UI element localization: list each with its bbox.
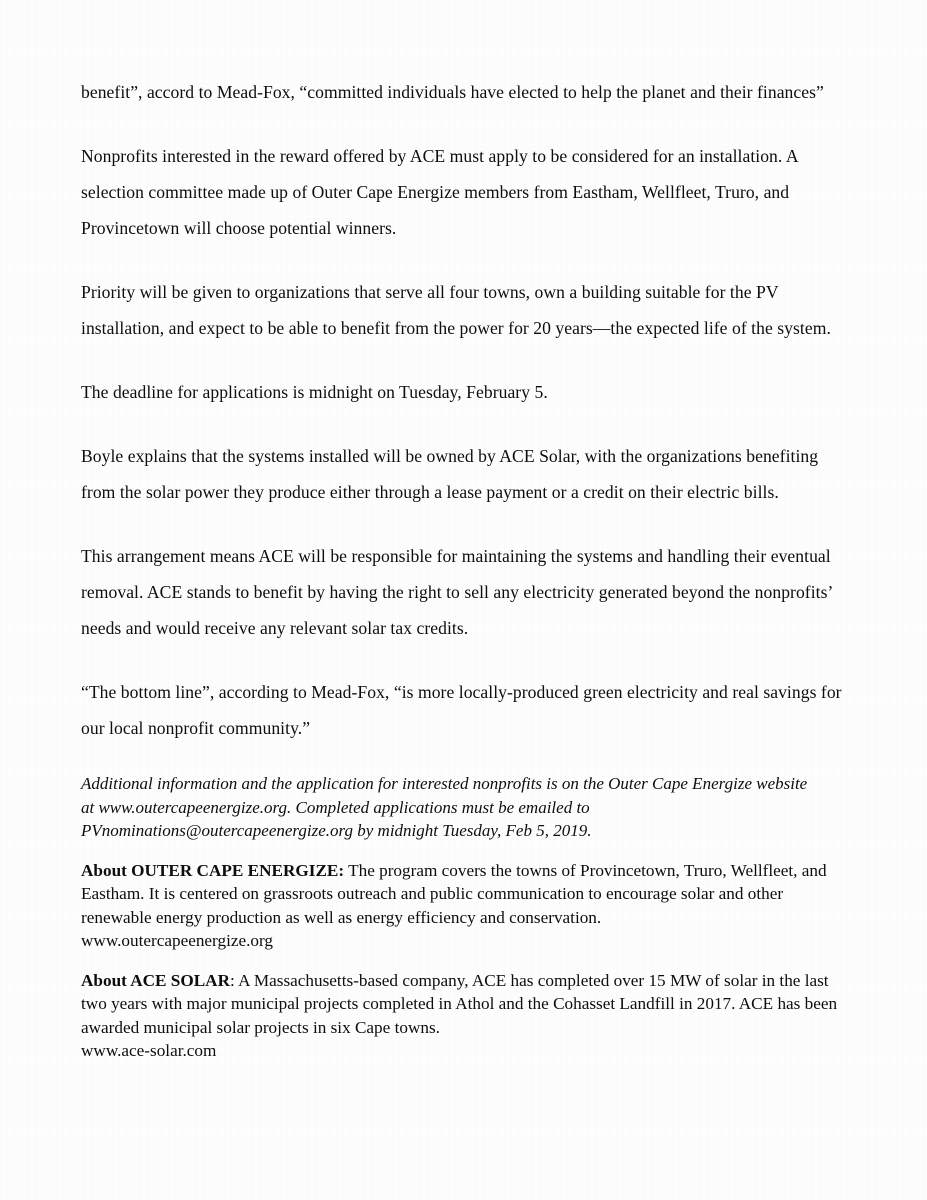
about-outer-cape-energize-lead: About OUTER CAPE ENERGIZE: — [81, 860, 345, 880]
outer-cape-energize-website-url: www.outercapeenergize.org — [81, 931, 273, 950]
paragraph-benefit-quote: benefit”, accord to Mead-Fox, “committed individuals have elected to help the planet and their finances” — [81, 82, 824, 102]
paragraph-deadline: The deadline for applications is midnight on Tuesday, February 5. — [81, 382, 548, 402]
paragraph-priority: Priority will be given to organizations that serve all four towns, own a building suitable for the PV installation, and expect to be able to benefit from the power for 20 years—the expected life of the system. — [81, 282, 831, 338]
paragraph-boyle-ownership: Boyle explains that the systems installed will be owned by ACE Solar, with the organizations benefiting from the solar power they produce either through a lease payment or a credit on their electric bills. — [81, 446, 819, 502]
paragraph-additional-information: Additional information and the application for interested nonprofits is on the Outer Cape Energize website at www.outercapeenergize.org. Completed applications must be emailed to PVnominations@outercapeenergize.org by midnight Tuesday, Feb 5, 2019. — [81, 774, 808, 840]
about-ace-solar-lead: About ACE SOLAR — [81, 970, 230, 990]
about-outer-cape-energize-block — [81, 859, 847, 953]
document-text-column — [81, 74, 847, 1063]
paragraph-nonprofits-apply: Nonprofits interested in the reward offered by ACE must apply to be considered for an installation. A selection committee made up of Outer Cape Energize members from Eastham, Wellfleet, Truro, and Provincetown will choose potential winners. — [81, 146, 798, 238]
about-ace-solar-body: : A Massachusetts-based company, ACE has completed over 15 MW of solar in the last two years with major municipal projects completed in Athol and the Cohasset Landfill in 2017. ACE has been awarded municipal solar projects in six Cape towns. — [81, 970, 838, 1037]
about-outer-cape-energize-body: The program covers the towns of Provincetown, Truro, Wellfleet, and Eastham. It is centered on grassroots outreach and public communication to encourage solar and other renewable energy production as well as energy efficiency and conservation. — [81, 860, 827, 927]
paragraph-bottom-line: “The bottom line”, according to Mead-Fox, “is more locally-produced green electricity and real savings for our local nonprofit community.” — [81, 682, 842, 738]
paragraph-arrangement: This arrangement means ACE will be responsible for maintaining the systems and handling their eventual removal. ACE stands to benefit by having the right to sell any electricity generated beyond the nonprofits’ needs and would receive any relevant solar tax credits. — [81, 546, 833, 638]
about-ace-solar-block — [81, 969, 847, 1063]
ace-solar-website-url: www.ace-solar.com — [81, 1041, 217, 1060]
